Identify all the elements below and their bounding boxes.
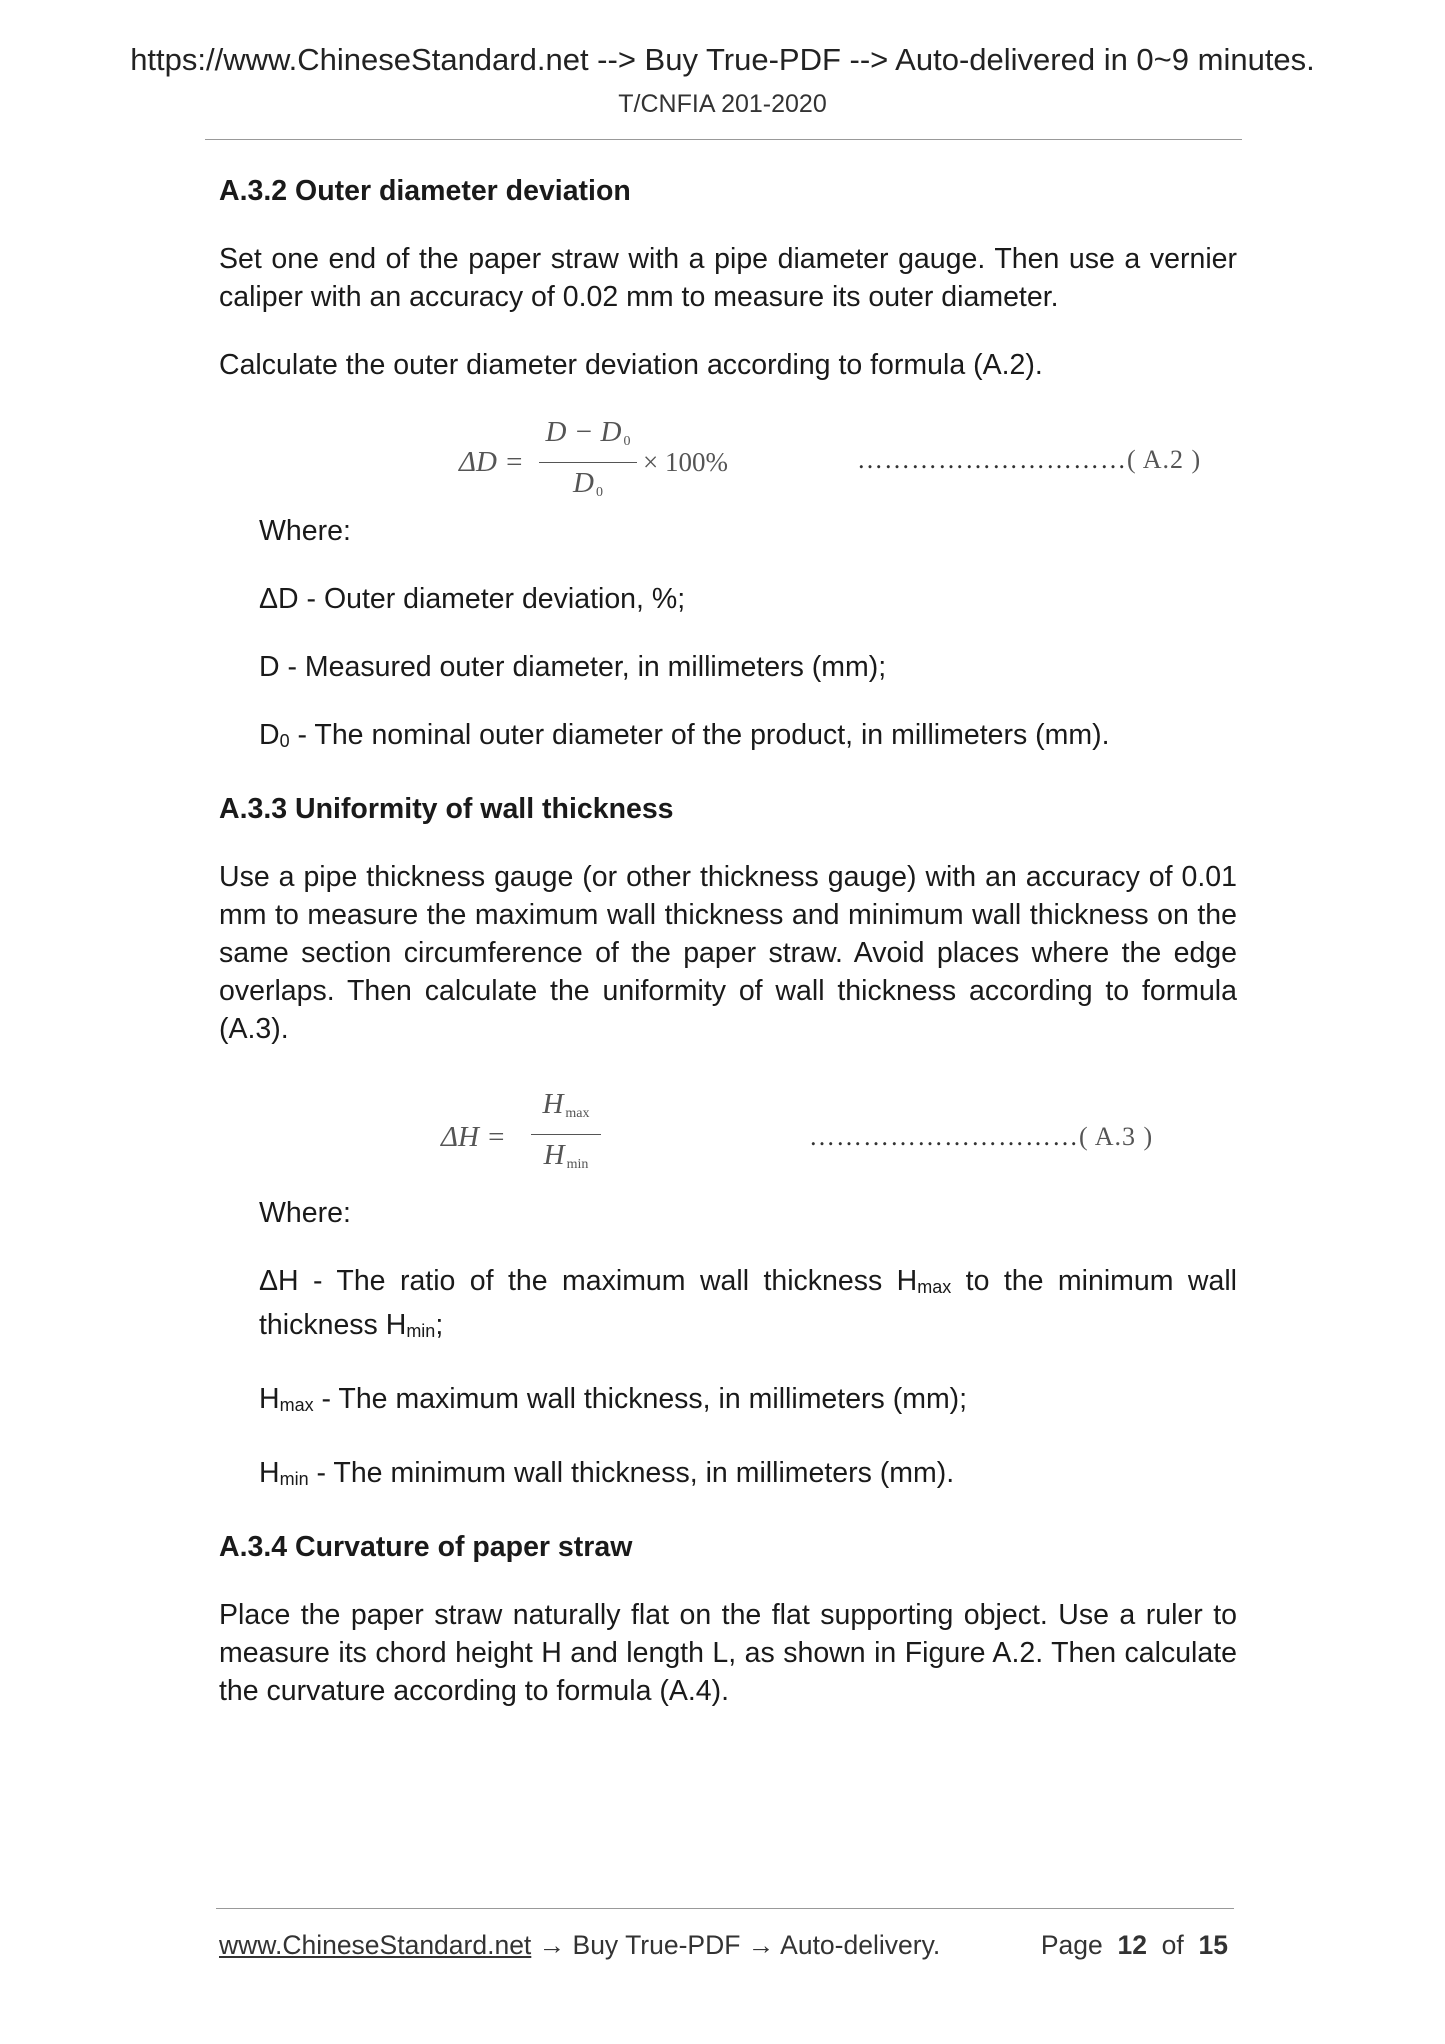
footer-divider <box>216 1908 1234 1909</box>
formula-a3-fraction-bar <box>531 1134 601 1135</box>
a33-where-label: Where: <box>259 1197 351 1229</box>
formula-a2-lhs: ΔD = <box>459 446 524 478</box>
formula-a3-leader: …………………………( A.3 ) <box>809 1122 1154 1151</box>
formula-a3-denominator: H $_{min}$ <box>543 1139 589 1172</box>
a32-where-label: Where: <box>259 515 351 547</box>
section-title-a34: A.3.4 Curvature of paper straw <box>219 1531 633 1563</box>
a33-definition-hmin: Hmin - The minimum wall thickness, in millimeters (mm). <box>259 1457 955 1489</box>
formula-a3-label: ( A.3 ) <box>1079 1122 1154 1151</box>
page-number: Page 12 of 15 <box>1040 1930 1228 1960</box>
a33-definition-delta-h: ΔH - The ratio of the maximum wall thickness Hmax to the minimum wall thickness Hmin; <box>259 1265 1237 1341</box>
formula-a3-fraction <box>531 1086 601 1183</box>
formula-a3 <box>219 1066 1237 1200</box>
footer-tagline: → Buy True-PDF → Auto-delivery. <box>531 1930 941 1960</box>
a34-paragraph-1: Place the paper straw naturally flat on the flat supporting object. Use a ruler to measure its chord height H and length L, as shown in Figure A.2. Then calculate the curvature according to formula (A.4). <box>219 1599 1237 1707</box>
formula-a2-numerator: D − D $_0$ <box>545 416 631 449</box>
a33-definition-hmax: Hmax - The maximum wall thickness, in millimeters (mm); <box>259 1383 968 1415</box>
formula-a2-denominator: D $_0$ <box>573 467 603 500</box>
formula-a3-numerator: H $_{max}$ <box>542 1088 590 1121</box>
formula-a2-leader: …………………………( A.2 ) <box>857 445 1202 474</box>
page-body <box>219 172 1237 1710</box>
formula-a2-times: × 100% <box>643 447 728 477</box>
standard-code: T/CNFIA 201-2020 <box>618 90 827 118</box>
formula-a2-fraction <box>539 414 637 511</box>
section-title-a33: A.3.3 Uniformity of wall thickness <box>219 793 674 825</box>
section-title-a32: A.3.2 Outer diameter deviation <box>219 175 631 207</box>
a32-definition-delta-d: ΔD - Outer diameter deviation, %; <box>259 583 686 615</box>
a32-definition-d: D - Measured outer diameter, in millimeters (mm); <box>259 651 887 683</box>
formula-a2-fraction-bar <box>539 462 637 463</box>
header-divider <box>205 139 1242 140</box>
page-footer <box>219 1930 1234 1961</box>
header-url-line: https://www.ChineseStandard.net --> Buy True-PDF --> Auto-delivered in 0~9 minutes. <box>130 42 1315 77</box>
a32-definition-d0: D0 - The nominal outer diameter of the product, in millimeters (mm). <box>259 719 1110 751</box>
formula-a2 <box>219 414 1237 518</box>
a32-paragraph-2: Calculate the outer diameter deviation according to formula (A.2). <box>219 349 1043 381</box>
footer-site-link[interactable]: www.ChineseStandard.net <box>219 1930 532 1960</box>
formula-a3-lhs: ΔH = <box>441 1121 506 1153</box>
formula-a2-label: ( A.2 ) <box>1127 445 1202 474</box>
a33-paragraph-1: Use a pipe thickness gauge (or other thickness gauge) with an accuracy of 0.01 mm to measure the maximum wall thickness and minimum wall thickness on the same section circumference of the paper straw. Avoid places where the edge overlaps. Then calculate the uniformity of wall thickness according to formula (A.3). <box>219 861 1237 1045</box>
a32-paragraph-1: Set one end of the paper straw with a pipe diameter gauge. Then use a vernier caliper with an accuracy of 0.02 mm to measure its outer diameter. <box>219 243 1237 313</box>
